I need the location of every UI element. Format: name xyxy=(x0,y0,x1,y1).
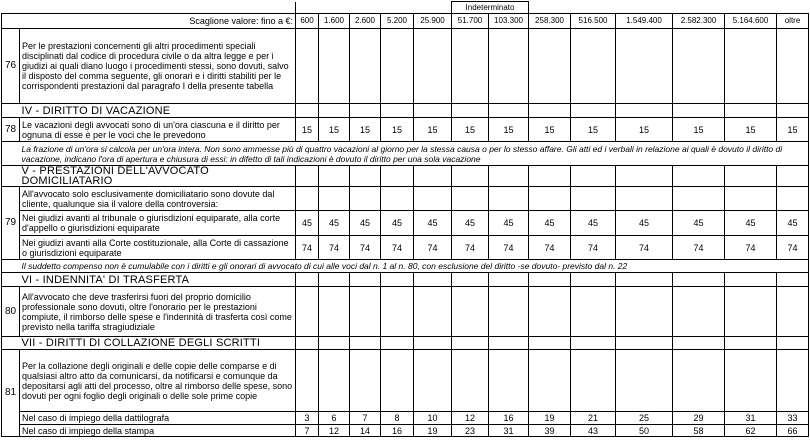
value-cell: 74 xyxy=(296,236,319,260)
value-cell: 16 xyxy=(489,412,529,425)
row-81-sub2 xyxy=(2,425,809,437)
row-text: Nel caso di impiego della stampa xyxy=(20,425,296,437)
value-cell: 45 xyxy=(452,211,489,236)
section-vii xyxy=(2,337,809,350)
value-cell: 7 xyxy=(350,412,381,425)
value-cell: 15 xyxy=(777,118,809,142)
row-79-sub2 xyxy=(2,236,809,260)
col-header: 5.200 xyxy=(381,14,414,29)
row-number: 76 xyxy=(2,29,20,104)
value-cell: 62 xyxy=(725,425,777,437)
value-cell: 8 xyxy=(381,412,414,425)
row-79 xyxy=(2,187,809,211)
value-cell: 39 xyxy=(529,425,571,437)
value-cell: 45 xyxy=(381,211,414,236)
value-cell: 45 xyxy=(673,211,725,236)
value-cell: 45 xyxy=(350,211,381,236)
value-cell: 15 xyxy=(616,118,673,142)
col-header: 2.600 xyxy=(350,14,381,29)
tariff-table xyxy=(1,1,809,437)
value-cell: 74 xyxy=(452,236,489,260)
value-cell: 74 xyxy=(414,236,452,260)
value-cell: 6 xyxy=(319,412,350,425)
col-header: 1.549.400 xyxy=(616,14,673,29)
value-cell: 7 xyxy=(296,425,319,437)
value-cell: 19 xyxy=(529,412,571,425)
section-title: V - PRESTAZIONI DELL'AVVOCATO DOMICILIATARIO xyxy=(20,166,296,187)
value-cell: 23 xyxy=(452,425,489,437)
row-number: 79 xyxy=(2,187,20,260)
header-row-top xyxy=(2,2,809,14)
col-header: 516.500 xyxy=(571,14,616,29)
col-header: 103.300 xyxy=(489,14,529,29)
value-cell: 19 xyxy=(414,425,452,437)
value-cell: 15 xyxy=(725,118,777,142)
header-row xyxy=(2,14,809,29)
section-title: IV - DIRITTO DI VACAZIONE xyxy=(20,104,296,118)
section-vi xyxy=(2,273,809,287)
value-cell: 10 xyxy=(414,412,452,425)
row-81 xyxy=(2,350,809,412)
value-cell: 58 xyxy=(673,425,725,437)
value-cell: 45 xyxy=(725,211,777,236)
col-header: oltre xyxy=(777,14,809,29)
value-cell: 45 xyxy=(489,211,529,236)
note-text: La frazione di un'ora si calcola per un'ora intera. Non sono ammesse più di quattro vacazioni al giorno per la stessa causa o per lo stesso affare. Gli atti ed i verbali in relazione ai quali è dovuto il diritto di vacazione, indicano l'ora di apertura e chiusura di essi: in difetto di tali indicazioni è dovuto il diritto per una sola vacazione xyxy=(20,142,809,166)
row-79-sub1 xyxy=(2,211,809,236)
value-cell: 74 xyxy=(529,236,571,260)
value-cell: 15 xyxy=(296,118,319,142)
section-iv xyxy=(2,104,809,118)
value-cell: 15 xyxy=(673,118,725,142)
row-number: 78 xyxy=(2,118,20,142)
value-cell: 74 xyxy=(616,236,673,260)
value-cell: 15 xyxy=(319,118,350,142)
value-cell: 74 xyxy=(777,236,809,260)
row-81-sub1 xyxy=(2,412,809,425)
value-cell: 15 xyxy=(489,118,529,142)
value-cell: 21 xyxy=(571,412,616,425)
section-v xyxy=(2,166,809,187)
value-cell: 45 xyxy=(616,211,673,236)
value-cell: 15 xyxy=(381,118,414,142)
value-cell: 74 xyxy=(571,236,616,260)
row-text: Nei giudizi avanti alla Corte costituzionale, alla Corte di cassazione o giurisdizioni equiparate xyxy=(20,236,296,260)
value-cell: 45 xyxy=(777,211,809,236)
col-header: 2.582.300 xyxy=(673,14,725,29)
row-text: Per la collazione degli originali e delle copie delle comparse e di qualsiasi altro atto da comunicarsi, da notificarsi e comunque da depositarsi agli atti del processo, oltre al rimborso delle spese, sono dovuti per ogni foglio degli originali o delle sole prime copie xyxy=(20,350,296,412)
value-cell: 12 xyxy=(319,425,350,437)
value-cell: 15 xyxy=(571,118,616,142)
value-cell: 31 xyxy=(725,412,777,425)
col-header: 5.164.600 xyxy=(725,14,777,29)
value-cell: 74 xyxy=(350,236,381,260)
row-76 xyxy=(2,29,809,104)
row-text: Per le prestazioni concernenti gli altri procedimenti speciali disciplinati dal codice di procedura civile o da altra legge e per i giudizi ai quali diano luogo i procedimenti stessi, sono dovuti, salvo il disposto del comma seguente, gli onorari e i diritti stabiliti per le corrispondenti prestazioni dal paragrafo I della presente tabella xyxy=(20,29,296,104)
value-cell: 74 xyxy=(673,236,725,260)
row-78 xyxy=(2,118,809,142)
row-text: Le vacazioni degli avvocati sono di un'ora ciascuna e il diritto per ognuna di esse è per le voci che le prevedono xyxy=(20,118,296,142)
value-cell: 15 xyxy=(529,118,571,142)
section-title: VI - INDENNITA' DI TRASFERTA xyxy=(20,273,296,287)
value-cell: 45 xyxy=(296,211,319,236)
col-header: 258.300 xyxy=(529,14,571,29)
row-text: Nei giudizi avanti al tribunale o giurisdizioni equiparate, alla corte d'appello o giurisdizioni equiparate xyxy=(20,211,296,236)
indeterminato-header: Indeterminato xyxy=(452,2,529,14)
value-cell: 45 xyxy=(571,211,616,236)
value-cell: 74 xyxy=(381,236,414,260)
value-cell: 15 xyxy=(350,118,381,142)
col-header: 25.900 xyxy=(414,14,452,29)
value-cell: 15 xyxy=(452,118,489,142)
value-cell: 25 xyxy=(616,412,673,425)
value-cell: 66 xyxy=(777,425,809,437)
row-text: Nel caso di impiego della dattilografa xyxy=(20,412,296,425)
row-number: 81 xyxy=(2,350,20,437)
row-number: 80 xyxy=(2,287,20,337)
value-cell: 45 xyxy=(319,211,350,236)
value-cell: 29 xyxy=(673,412,725,425)
value-cell: 3 xyxy=(296,412,319,425)
col-header: 600 xyxy=(296,14,319,29)
col-header: 1.600 xyxy=(319,14,350,29)
value-cell: 31 xyxy=(489,425,529,437)
value-cell: 15 xyxy=(414,118,452,142)
value-cell: 12 xyxy=(452,412,489,425)
note-79 xyxy=(2,260,809,273)
row-text: All'avvocato solo esclusivamente domiciliatario sono dovute dal cliente, qualunque sia il valore della controversia: xyxy=(20,187,296,211)
value-cell: 45 xyxy=(414,211,452,236)
note-text: Il suddetto compenso non è cumulabile con i diritti e gli onorari di avvocato di cui alle voci dal n. 1 al n. 80, con esclusione del diritto -se dovuto- previsto dal n. 22 xyxy=(20,260,809,273)
scaglione-label: Scaglione valore: fino a €: xyxy=(2,14,296,29)
value-cell: 74 xyxy=(725,236,777,260)
value-cell: 33 xyxy=(777,412,809,425)
value-cell: 14 xyxy=(350,425,381,437)
note-78 xyxy=(2,142,809,166)
row-text: All'avvocato che deve trasferirsi fuori del proprio domicilio professionale sono dovuti, oltre l'onorario per le prestazioni compiute, il rimborso delle spese e l'indennità di trasferta così come previsto nella tariffa stragiudiziale xyxy=(20,287,296,337)
value-cell: 50 xyxy=(616,425,673,437)
value-cell: 16 xyxy=(381,425,414,437)
row-80 xyxy=(2,287,809,337)
section-title: VII - DIRITTI DI COLLAZIONE DEGLI SCRITTI xyxy=(20,337,296,350)
value-cell: 74 xyxy=(489,236,529,260)
value-cell: 74 xyxy=(319,236,350,260)
value-cell: 43 xyxy=(571,425,616,437)
col-header: 51.700 xyxy=(452,14,489,29)
value-cell: 45 xyxy=(529,211,571,236)
